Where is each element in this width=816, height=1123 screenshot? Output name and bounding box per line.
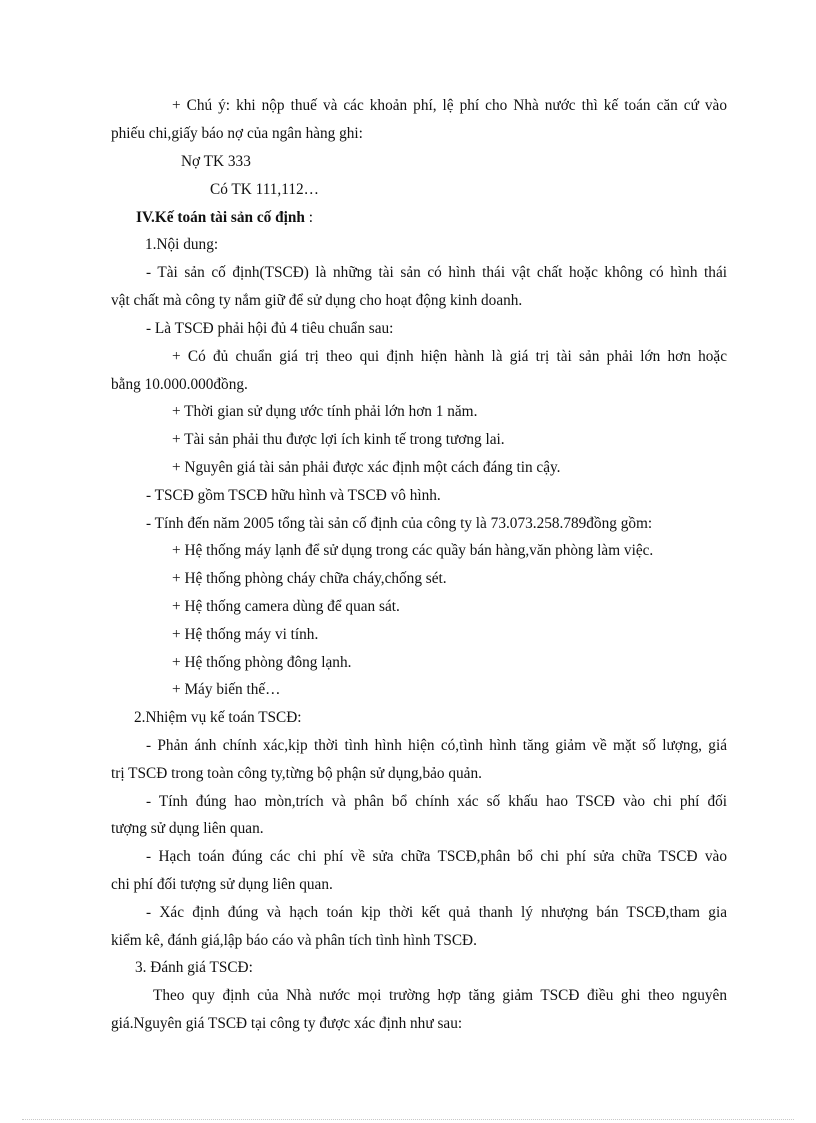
text-line: Nợ TK 333	[181, 153, 251, 170]
text-line: + Hệ thống máy vi tính.	[172, 626, 319, 643]
text-line: + Hệ thống phòng cháy chữa cháy,chống sét.	[172, 570, 447, 587]
text-line: - Tài sản cố định(TSCĐ) là những tài sản có hình thái vật chất hoặc không có hình thái	[146, 264, 727, 281]
text-line: + Có đủ chuẩn giá trị theo qui định hiện hành là giá trị tài sản phải lớn hơn hoặc	[172, 348, 727, 365]
subsection-heading: 2.Nhiệm vụ kế toán TSCĐ:	[134, 709, 302, 726]
text-line: + Chú ý: khi nộp thuế và các khoản phí, lệ phí cho Nhà nước thì kế toán căn cứ vào	[172, 97, 727, 114]
text-line: + Tài sản phải thu được lợi ích kinh tế trong tương lai.	[172, 431, 505, 448]
text-line: + Hệ thống camera dùng để quan sát.	[172, 598, 400, 615]
text-line: - Hạch toán đúng các chi phí về sửa chữa TSCĐ,phân bổ chi phí sửa chữa TSCĐ vào	[146, 848, 727, 865]
text-line: Có TK 111,112…	[210, 181, 319, 198]
text-line: vật chất mà công ty nắm giữ để sử dụng cho hoạt động kinh doanh.	[111, 292, 523, 309]
text-line: Theo quy định của Nhà nước mọi trường hợp tăng giảm TSCĐ điều ghi theo nguyên	[153, 987, 727, 1004]
section-heading: IV.Kế toán tài sản cố định :	[136, 209, 313, 226]
page-bottom-rule	[22, 1119, 794, 1120]
text-line: - Phản ánh chính xác,kịp thời tình hình hiện có,tình hình tăng giảm về mặt số lượng, giá	[146, 737, 727, 754]
text-line: tượng sử dụng liên quan.	[111, 820, 264, 837]
subsection-heading: 1.Nội dung:	[145, 236, 219, 253]
text-line: trị TSCĐ trong toàn công ty,từng bộ phận sử dụng,bảo quản.	[111, 765, 482, 782]
text-line: + Hệ thống phòng đông lạnh.	[172, 654, 352, 671]
text-line: - Là TSCĐ phải hội đủ 4 tiêu chuẩn sau:	[146, 320, 394, 337]
text-line: giá.Nguyên giá TSCĐ tại công ty được xác định như sau:	[111, 1015, 463, 1032]
text-line: bằng 10.000.000đồng.	[111, 376, 248, 393]
subsection-heading: 3. Đánh giá TSCĐ:	[135, 959, 253, 976]
text-line: chi phí đối tượng sử dụng liên quan.	[111, 876, 333, 893]
text-line: + Máy biến thế…	[172, 681, 281, 698]
text-line: - Tính đến năm 2005 tổng tài sản cố định của công ty là 73.073.258.789đồng gồm:	[146, 515, 653, 532]
text-line: - Tính đúng hao mòn,trích và phân bổ chính xác số khấu hao TSCĐ vào chi phí đối	[146, 793, 727, 810]
text-line: kiểm kê, đánh giá,lập báo cáo và phân tích tình hình TSCĐ.	[111, 932, 477, 949]
text-line: + Hệ thống máy lạnh để sử dụng trong các quầy bán hàng,văn phòng làm việc.	[172, 542, 654, 559]
text-line: + Nguyên giá tài sản phải được xác định một cách đáng tin cậy.	[172, 459, 561, 476]
text-line: + Thời gian sử dụng ước tính phải lớn hơn 1 năm.	[172, 403, 478, 420]
text-line: - Xác định đúng và hạch toán kịp thời kết quả thanh lý nhượng bán TSCĐ,tham gia	[146, 904, 727, 921]
text-line: - TSCĐ gồm TSCĐ hữu hình và TSCĐ vô hình.	[146, 487, 441, 504]
text-line: phiếu chi,giấy báo nợ của ngân hàng ghi:	[111, 125, 363, 142]
